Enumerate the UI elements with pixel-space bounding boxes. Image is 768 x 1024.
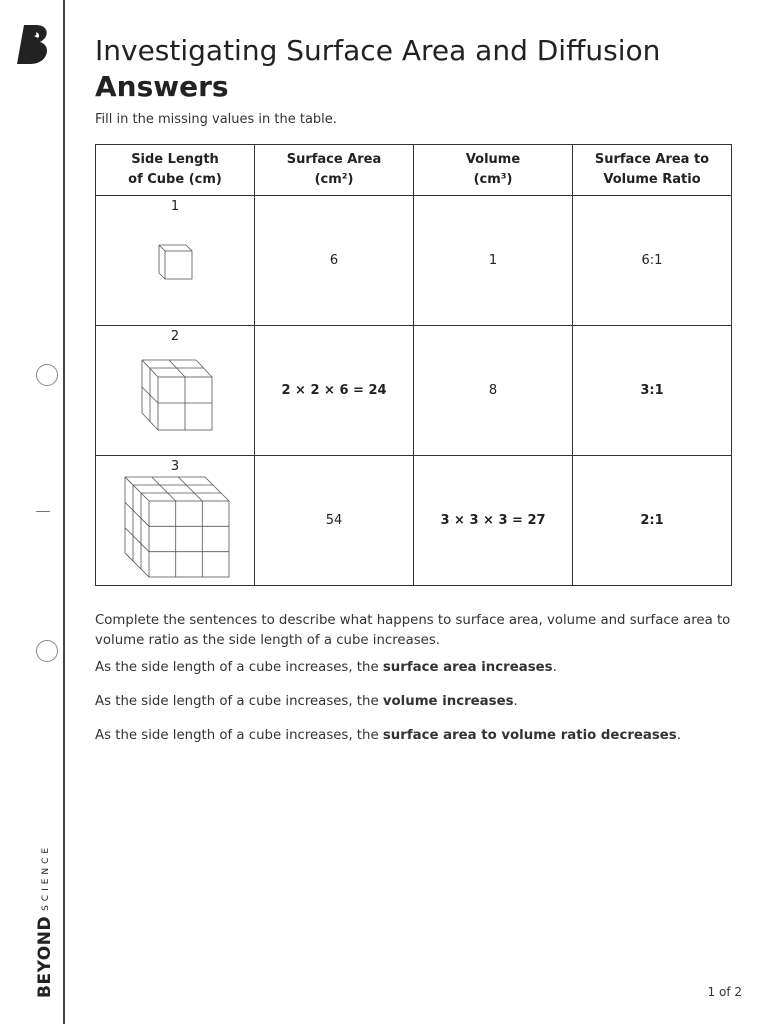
binder-hole-top [36,364,58,386]
page-title: Investigating Surface Area and Diffusion [95,34,661,67]
surface-area-cell: 54 [255,456,414,586]
header-surface-area: Surface Area (cm²) [255,145,414,196]
side-length-value: 2 [170,329,180,344]
side-length-value: 3 [170,459,180,474]
header-volume: Volume (cm³) [414,145,573,196]
header-ratio: Surface Area to Volume Ratio [573,145,732,196]
side-length-cell [96,196,255,326]
volume-cell: 8 [414,326,573,456]
side-length-cell [96,456,255,586]
page-subtitle: Answers [95,70,229,103]
binder-hole-bottom [36,640,58,662]
brand-word: BEYOND [35,915,55,998]
cube-1-icon [156,244,196,284]
volume-cell: 3 × 3 × 3 = 27 [414,456,573,586]
page-margin-line [63,0,65,1024]
answer-ratio: surface area to volume ratio decreases [382,728,677,743]
table-row [96,196,732,326]
ratio-cell: 3:1 [573,326,732,456]
ratio-cell: 6:1 [573,196,732,326]
side-length-value: 1 [170,199,180,214]
sentences-intro: Complete the sentences to describe what happens to surface area, volume and surface area to volume ratio as the side length of a cube increases. [95,613,731,648]
page-number: 1 of 2 [707,985,742,999]
table-instruction: Fill in the missing values in the table. [95,112,337,127]
cube-data-table [95,144,732,586]
volume-cell: 1 [414,196,573,326]
cube-3-icon [122,474,232,580]
cube-2-icon [139,358,214,432]
brand-vertical [35,844,55,998]
header-side-length: Side Length of Cube (cm) [96,145,255,196]
sentence-answer-3: As the side length of a cube increases, the surface area to volume ratio decreases. [95,728,681,743]
surface-area-cell: 6 [255,196,414,326]
sentence-answer-2: As the side length of a cube increases, the volume increases. [95,694,518,709]
ratio-cell: 2:1 [573,456,732,586]
beyond-logo-icon [14,22,52,66]
table-row [96,456,732,586]
answer-volume: volume increases [382,694,514,709]
table-row [96,326,732,456]
brand-sub: SCIENCE [41,843,51,911]
answer-surface-area: surface area increases [382,660,553,675]
fold-mark [36,511,50,512]
table-header-row [96,145,732,196]
sentence-answer-1: As the side length of a cube increases, the surface area increases. [95,660,557,675]
surface-area-cell: 2 × 2 × 6 = 24 [255,326,414,456]
side-length-cell [96,326,255,456]
